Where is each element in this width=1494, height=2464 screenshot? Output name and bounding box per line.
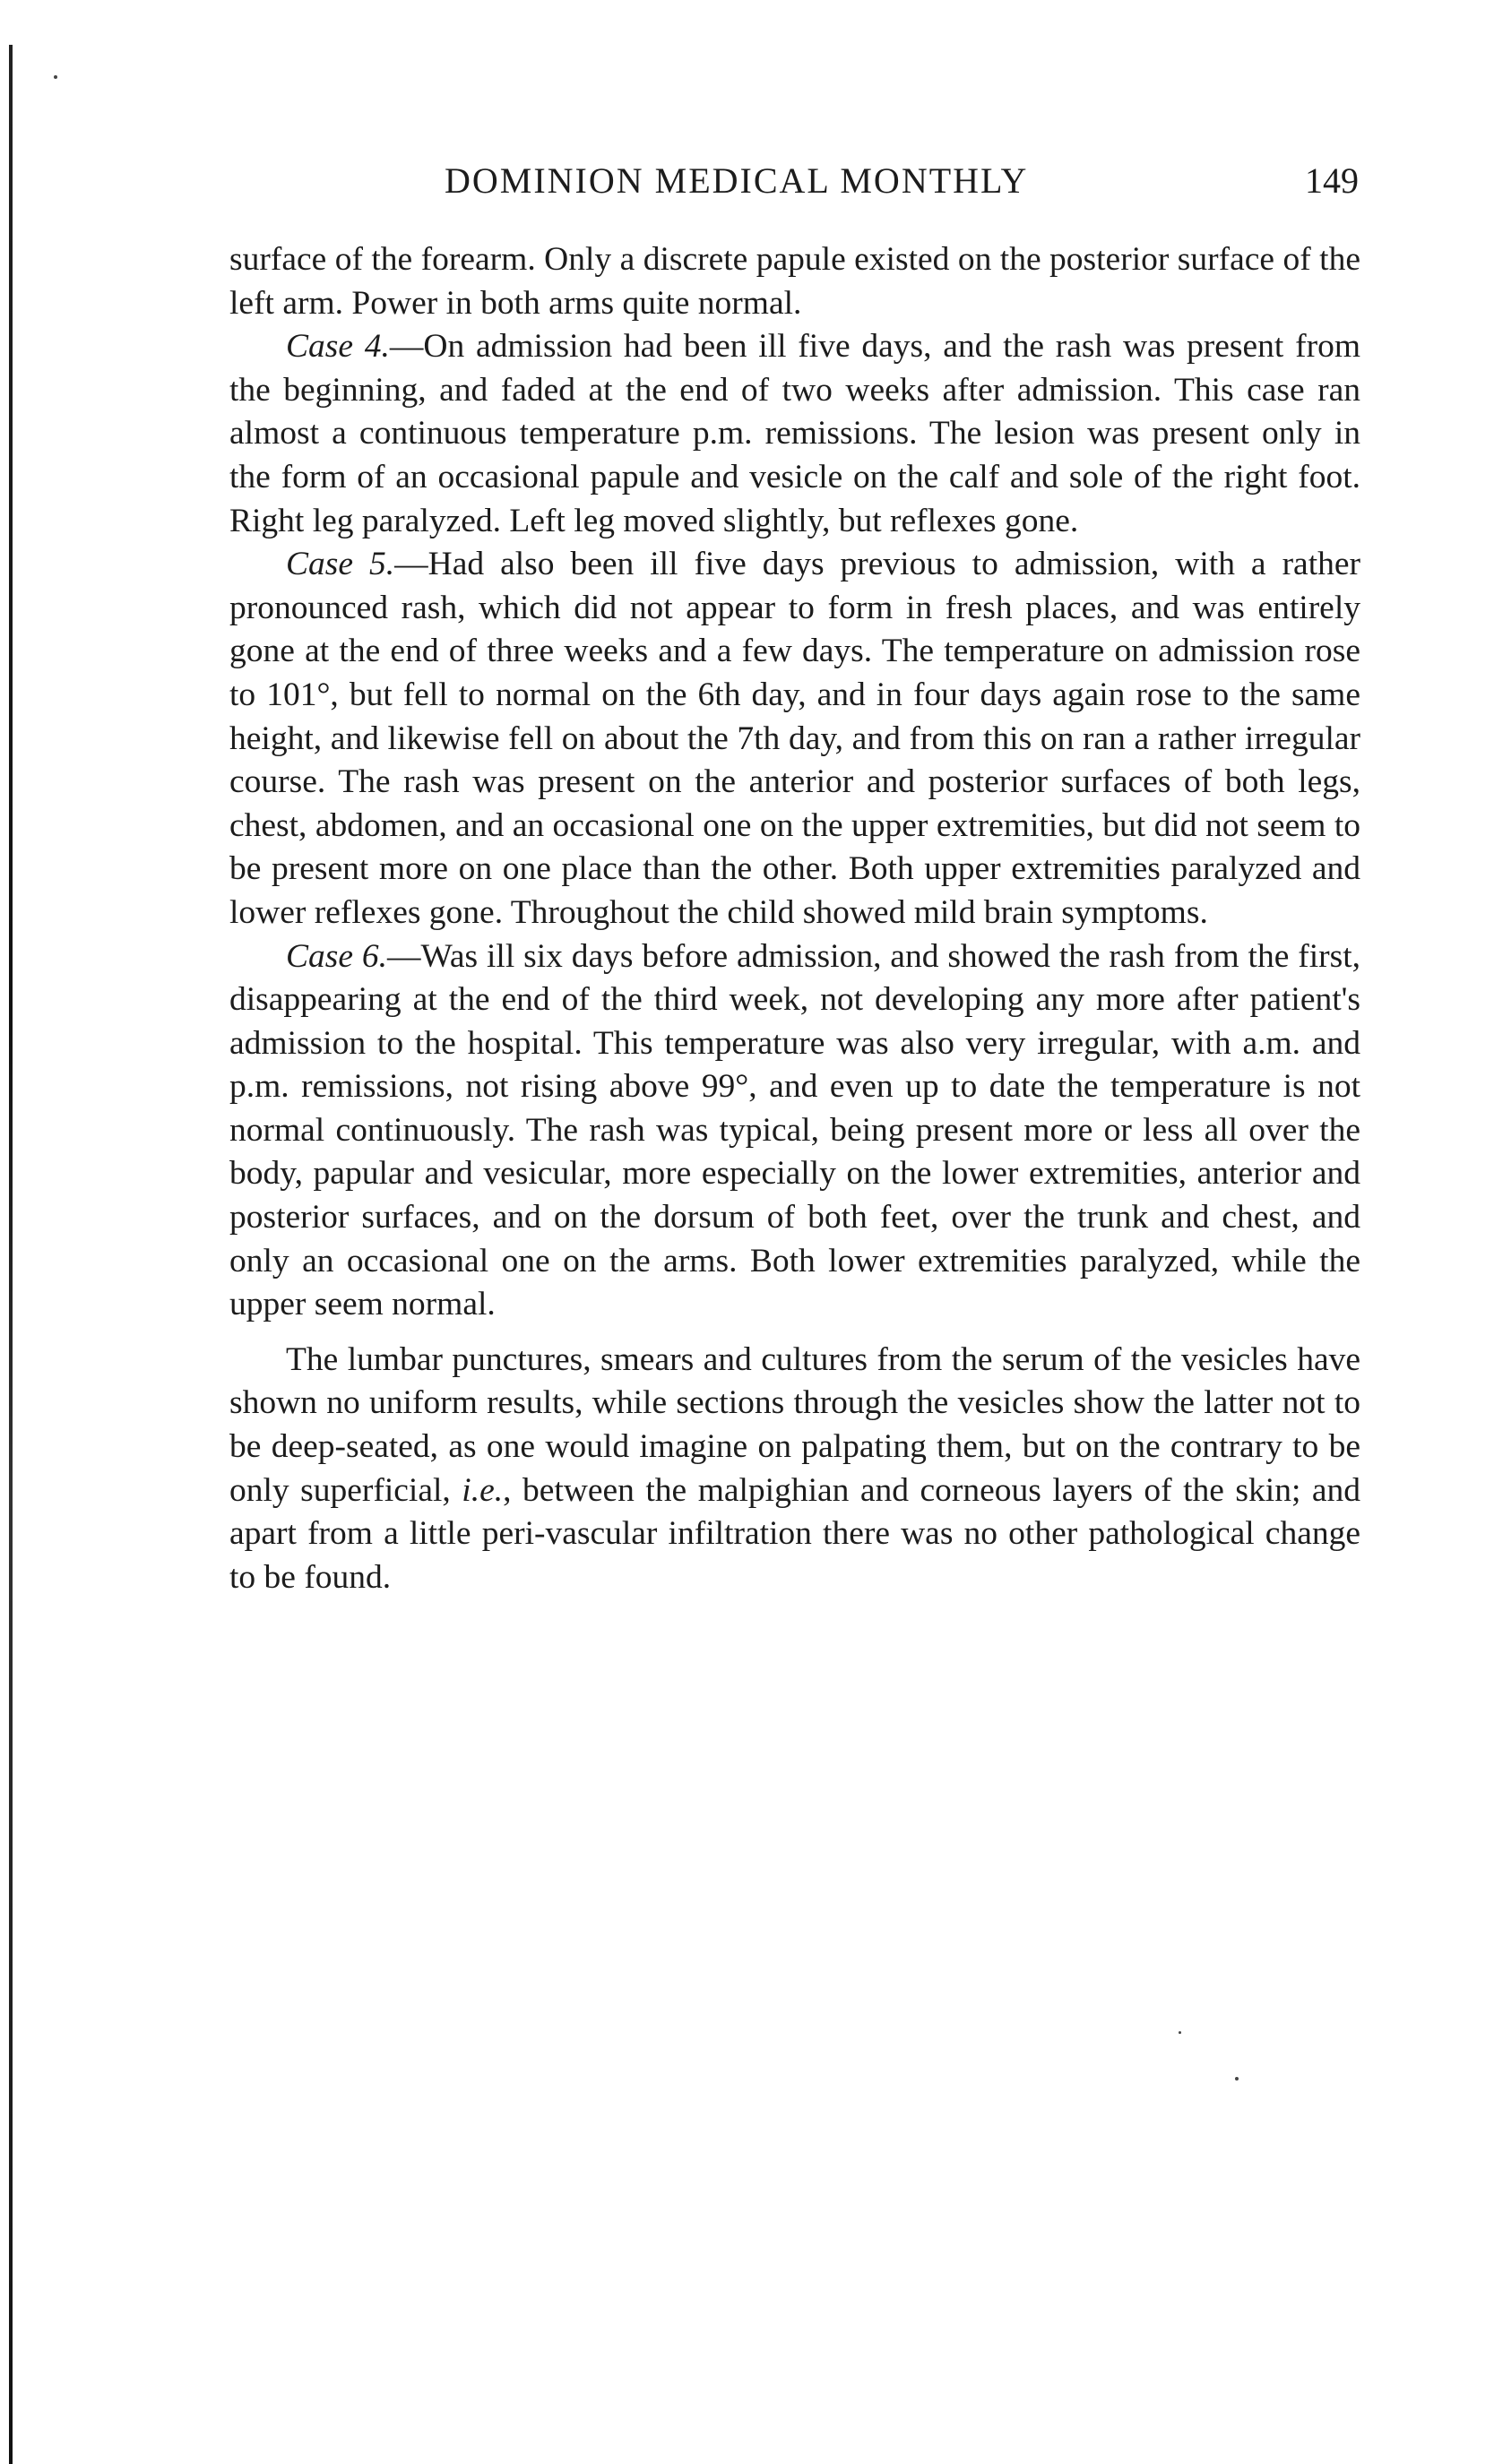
- paragraph-text: —Had also been ill five days previous to admission, with a rather pronounced rash, which did not appear to form in fresh places, and was entirely gone at the end of three weeks and a few days. The temperature on admission rose to 101°, but fell to normal on the 6th day, and in four days again rose to the same height, and likewise fell on about the 7th day, and from this on ran a rather irregular course. The rash was present on the anterior and posterior surfaces of both legs, chest, abdomen, and an occasional one on the upper extremities, but did not seem to be present more on one place than the other. Both upper extremities paralyzed and lower reflexes gone. Throughout the child showed mild brain symptoms.: [229, 546, 1360, 931]
- paragraph-text: —On admission had been ill five days, and the rash was present from the beginning, and faded at the end of two weeks after admission. This case ran almost a continuous temperature p.m. remissions. The lesion was present only in the form of an occasional papule and vesicle on the calf and sole of the right foot. Right leg paralyzed. Left leg moved slightly, but reflexes gone.: [229, 328, 1360, 539]
- binding-edge: [9, 45, 13, 2464]
- paragraph-case-4: [229, 325, 1360, 543]
- paragraph-case-5: [229, 543, 1360, 935]
- paragraph-continuation: [229, 238, 1360, 325]
- case-label: Case 5.: [286, 546, 395, 583]
- paragraph-case-6: [229, 935, 1360, 1327]
- case-label: Case 4.: [286, 328, 390, 366]
- case-label: Case 6.: [286, 937, 387, 975]
- italic-abbreviation: i.e.: [462, 1471, 504, 1509]
- scan-speck: [54, 75, 57, 79]
- paragraph-text: —Was ill six days before admission, and showed the rash from the first, disappearing at the end of the third week, not developing any more after patient's admission to the hospital. This temperature was also very irregular, with a.m. and p.m. remissions, not rising above 99°, and even up to date the temperature is not normal continuously. The rash was typical, being present more or less all over the body, papular and vesicular, more especially on the lower extremities, anterior and posterior surfaces, and on the dorsum of both feet, over the trunk and chest, and only an occasional one on the arms. Both lower extremities paralyzed, while the upper seem normal.: [229, 937, 1361, 1323]
- paragraph-text: The lumbar punctures, smears and cultures from the serum of the vesicles have shown no uniform results, while sections through the vesicles show the latter not to be deep-seated, as one would imagine on palpating them, but on the contrary to be only superficial,: [229, 1340, 1360, 1509]
- body-text: [229, 238, 1360, 1599]
- scan-speck: [1235, 2077, 1239, 2081]
- paragraph-findings: [229, 1339, 1360, 1600]
- running-head: [229, 159, 1359, 213]
- page-number: 149: [1305, 160, 1359, 201]
- scan-speck: [1179, 2031, 1181, 2034]
- paragraph-text: surface of the forearm. Only a discrete papule existed on the posterior surface of the left arm. Power in both arms quite normal.: [229, 241, 1360, 322]
- running-title: DOMINION MEDICAL MONTHLY: [445, 160, 1029, 201]
- paragraph-text: , between the malpighian and corneous layers of the skin; and apart from a little peri-vascular infiltration there was no other pathological change to be found.: [229, 1471, 1360, 1596]
